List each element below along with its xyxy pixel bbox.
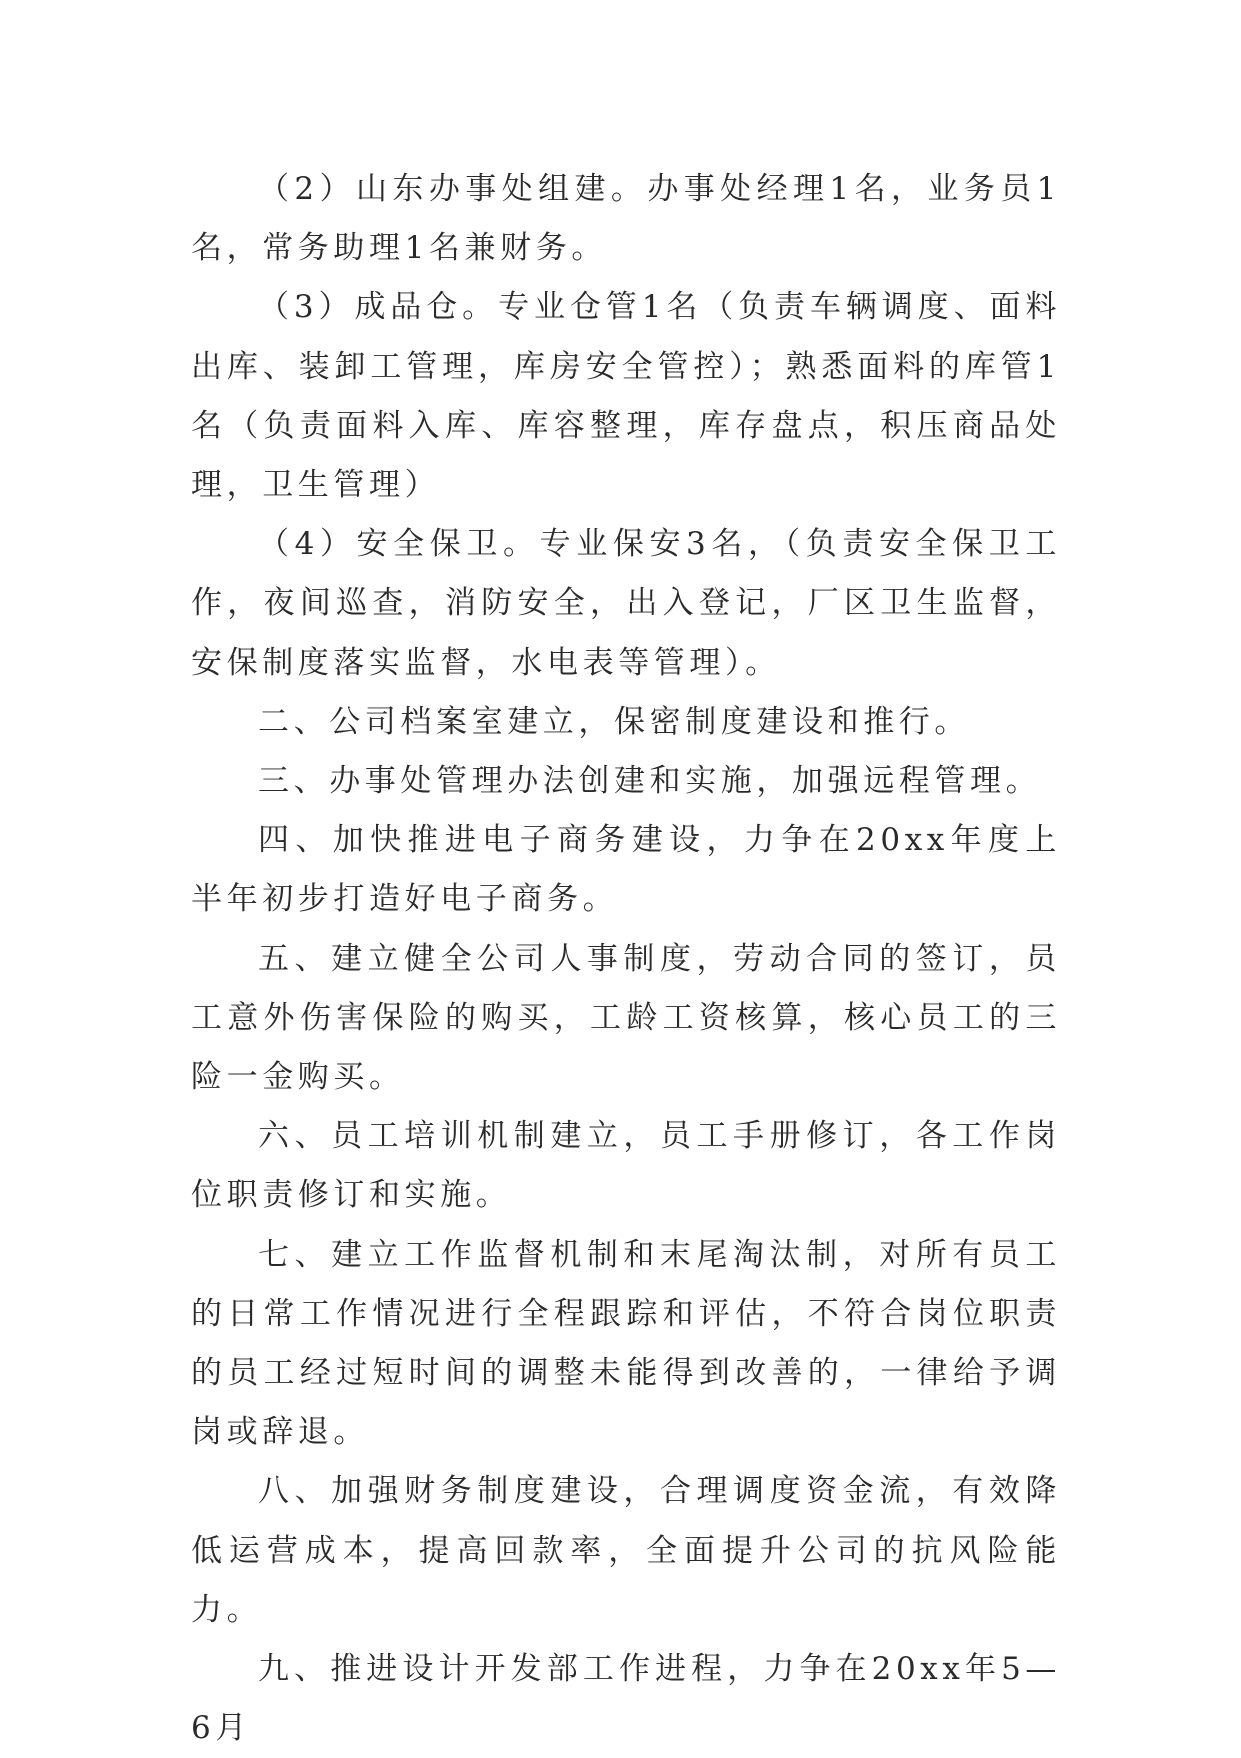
document-body	[191, 160, 1061, 1758]
paragraph-office-management: 三、办事处管理办法创建和实施，加强远程管理。	[258, 763, 1042, 800]
paragraph-shandong-office: （2）山东办事处组建。办事处经理1名，业务员1名，常务助理1名兼财务。	[191, 171, 1061, 267]
paragraph-finance: 八、加强财务制度建设，合理调度资金流，有效降低运营成本，提高回款率，全面提升公司的抗风险能力。	[191, 1473, 1061, 1628]
paragraph-ecommerce: 四、加快推进电子商务建设，力争在20xx年度上半年初步打造好电子商务。	[191, 822, 1061, 918]
paragraph-finished-goods-warehouse: （3）成品仓。专业仓管1名（负责车辆调度、面料出库、装卸工管理，库房安全管控）；熟悉面料的库管1名（负责面料入库、库容整理，库存盘点，积压商品处理，卫生管理）	[191, 289, 1061, 504]
paragraph-supervision: 七、建立工作监督机制和末尾淘汰制，对所有员工的日常工作情况进行全程跟踪和评估，不符合岗位职责的员工经过短时间的调整未能得到改善的，一律给予调岗或辞退。	[191, 1236, 1061, 1451]
paragraph-design-development: 九、推进设计开发部工作进程，力争在20xx年5—6月	[191, 1651, 1061, 1747]
paragraph-archive-room: 二、公司档案室建立，保密制度建设和推行。	[258, 703, 970, 740]
paragraph-security: （4）安全保卫。专业保安3名，（负责安全保卫工作，夜间巡查，消防安全，出入登记，厂区卫生监督，安保制度落实监督，水电表等管理）。	[191, 526, 1061, 681]
paragraph-training: 六、员工培训机制建立，员工手册修订，各工作岗位职责修订和实施。	[191, 1118, 1061, 1214]
paragraph-personnel-system: 五、建立健全公司人事制度，劳动合同的签订，员工意外伤害保险的购买，工龄工资核算，核心员工的三险一金购买。	[191, 940, 1061, 1096]
